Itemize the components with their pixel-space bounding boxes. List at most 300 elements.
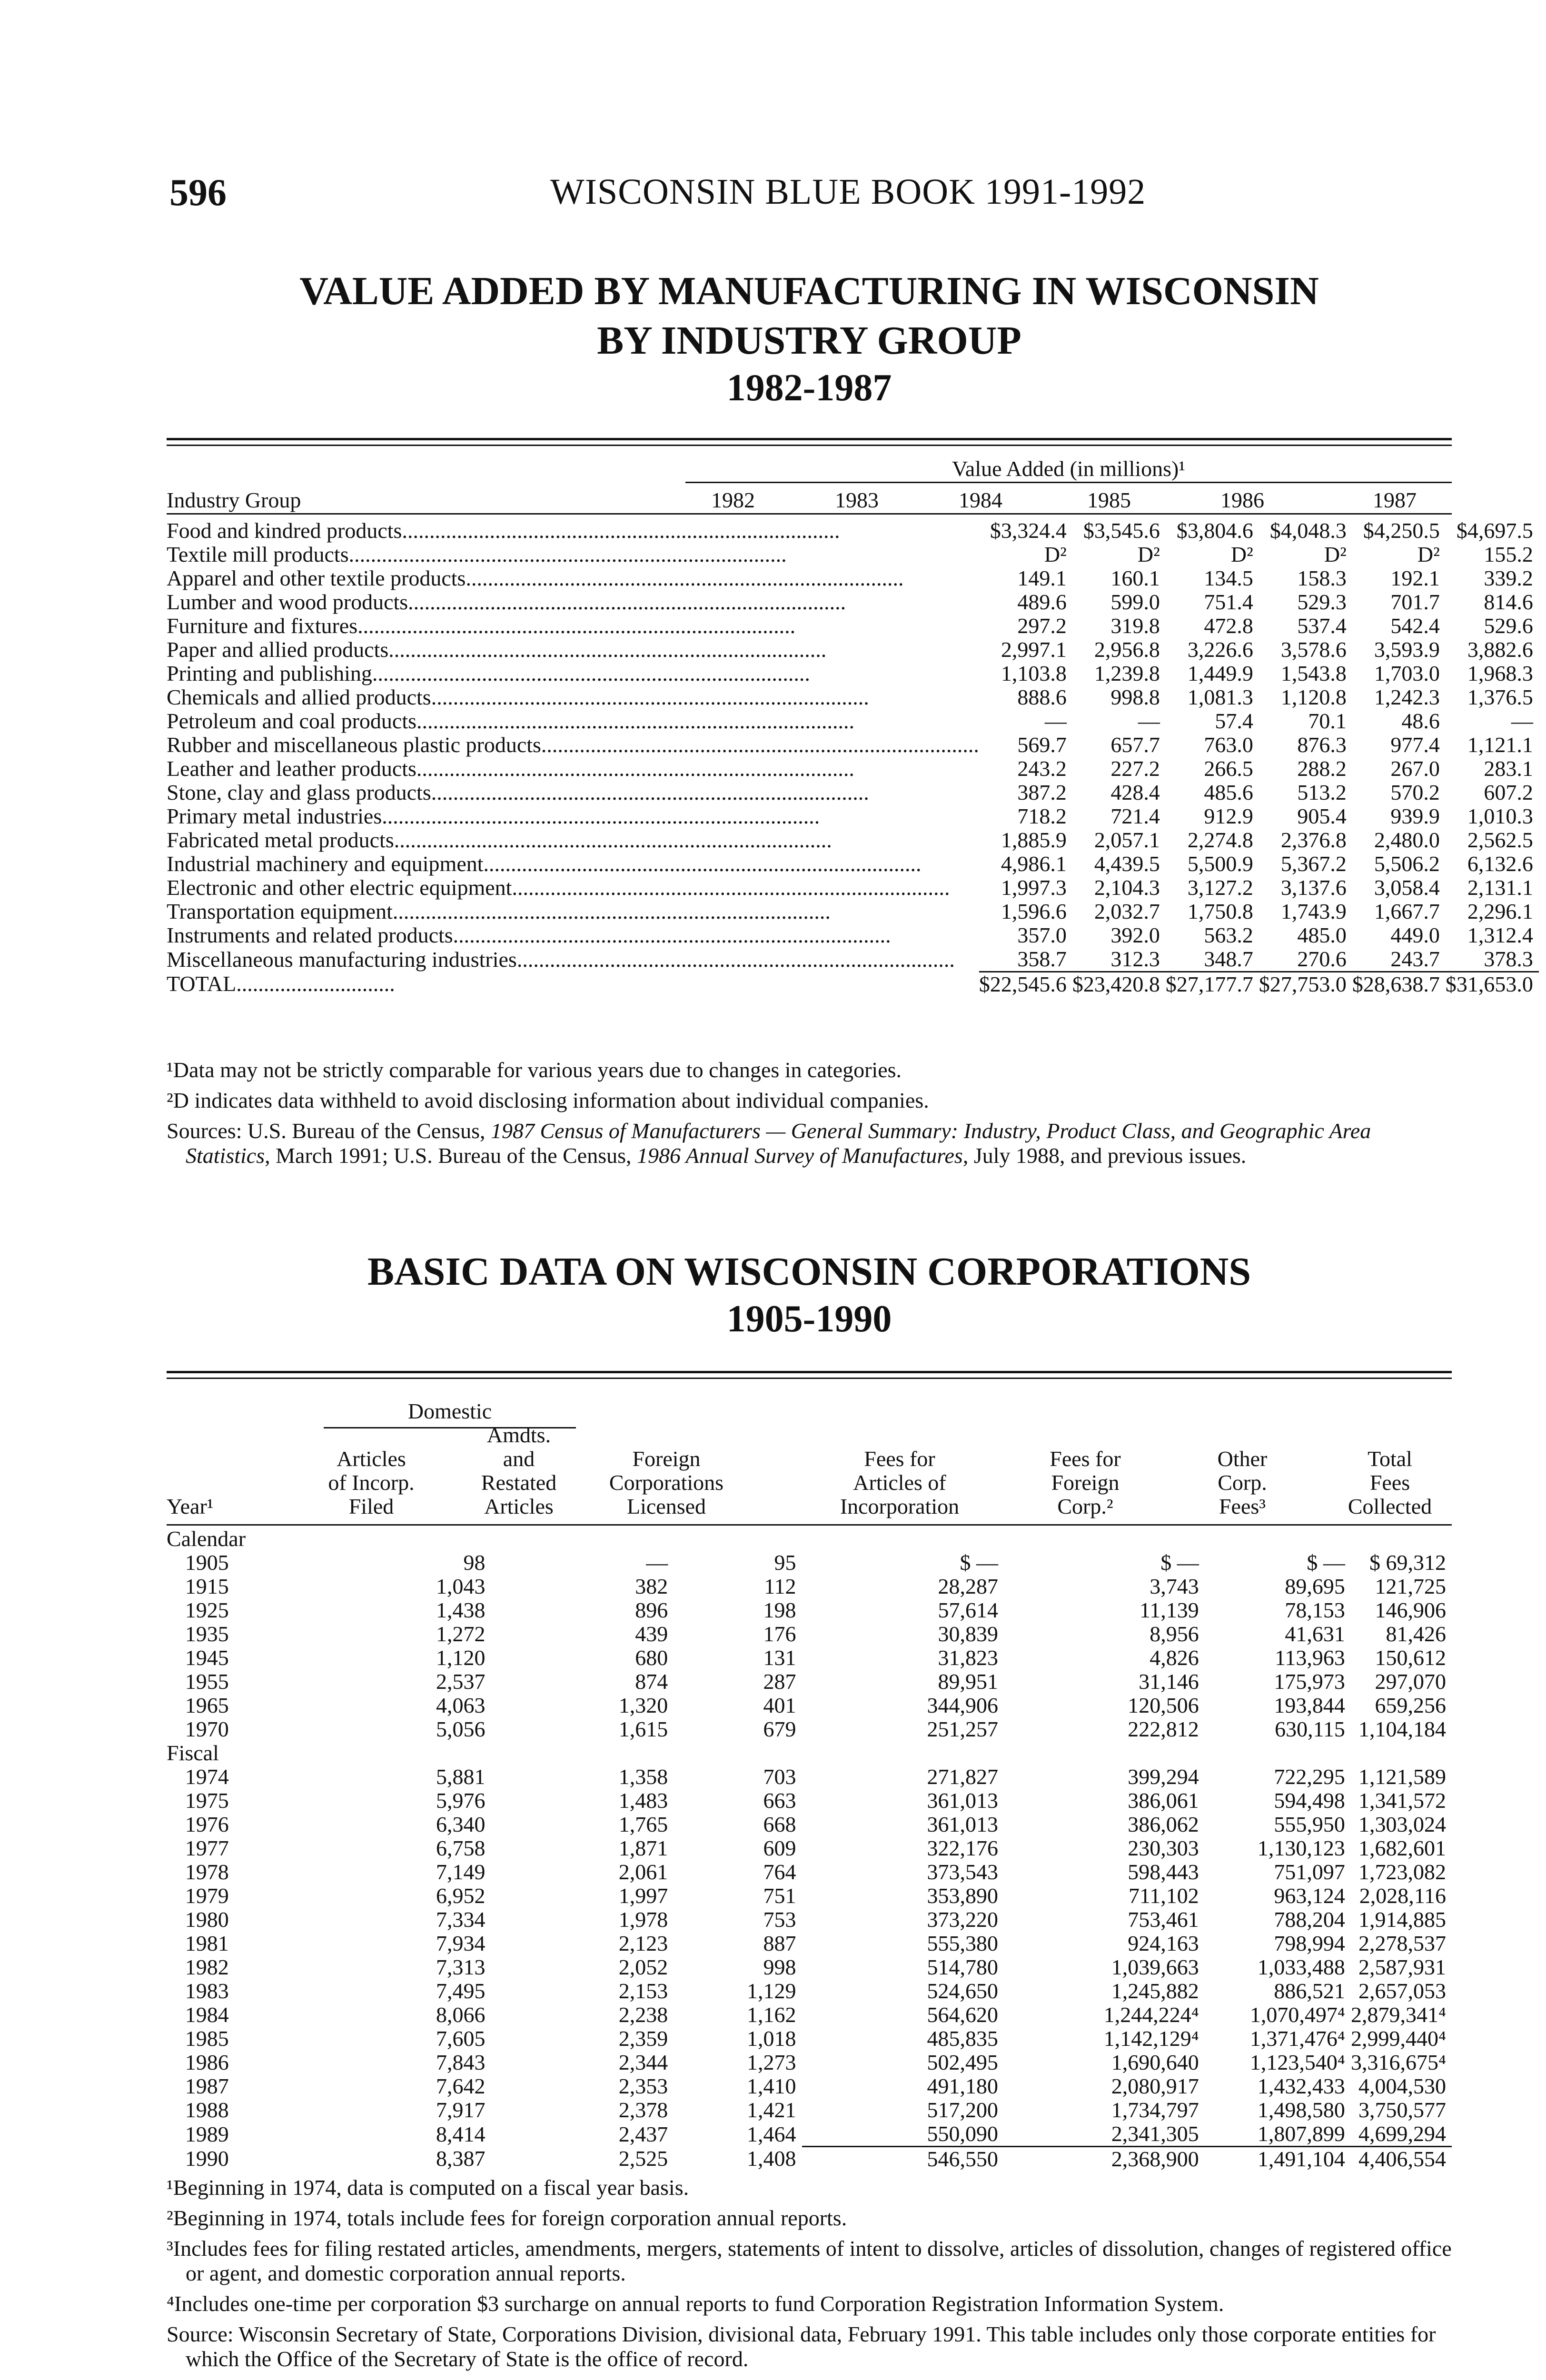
year-cell: 1978 [185, 1860, 229, 1884]
value-1985: 905.4 [1297, 804, 1347, 828]
corporation-year-row [167, 2122, 1452, 2147]
value-1986: 1,242.3 [1374, 685, 1440, 709]
value-1986: 5,506.2 [1374, 852, 1440, 876]
industry-group-header: Industry Group [167, 488, 301, 512]
corporations-footnote-3: ³Includes fees for filing restated articles, amendments, mergers, statements of intent to dissolve, articles of dissolution, changes of registered office or agent, and domestic corporation annual reports. [167, 2236, 1452, 2285]
corporation-year-row [167, 1836, 1452, 1860]
value-1983: 2,032.7 [1094, 899, 1160, 923]
other-fees-cell: 1,123,540⁴ [1249, 2050, 1345, 2074]
other-fees-cell: 113,963 [1275, 1646, 1345, 1670]
value-1984: 1,750.8 [1187, 899, 1253, 923]
value-1982: 149.1 [1017, 566, 1067, 590]
total-label: TOTAL............................. [167, 972, 395, 996]
value-1984: 485.6 [1204, 780, 1253, 804]
year-header-1984: 1984 [959, 488, 1002, 512]
fees-incorporation-cell: 491,180 [927, 2074, 999, 2098]
year-cell: 1915 [185, 1574, 229, 1598]
value-added-top-rule [167, 438, 1452, 440]
industry-name: Rubber and miscellaneous plastic products................................................................................ [167, 733, 979, 757]
foreign-licensed-cell: 1,273 [747, 2050, 796, 2074]
total-fees-cell: 4,406,554 [1351, 2147, 1452, 2172]
calendar-label-row-text: Calendar [167, 1527, 246, 1551]
fees-incorporation-cell: 564,620 [927, 2003, 999, 2027]
fees-foreign-cell: 1,244,224⁴ [1103, 2003, 1199, 2027]
industry-row [167, 757, 1539, 781]
foreign-licensed-cell: 679 [763, 1717, 796, 1741]
fees-incorporation-cell: 555,380 [927, 1931, 999, 1955]
value-1982: — [1044, 709, 1067, 733]
industry-row [167, 662, 1539, 685]
corporation-year-row [167, 2147, 1452, 2172]
foreign-licensed-cell: 401 [763, 1693, 796, 1717]
value-1986: 570.2 [1390, 780, 1440, 804]
articles-filed-cell: 6,952 [436, 1884, 486, 1908]
total-fees-header: Total Fees Collected [1348, 1447, 1432, 1518]
value-1983: 2,956.8 [1094, 637, 1160, 662]
foreign-licensed-cell: 1,129 [747, 1979, 796, 2003]
articles-filed-cell: 8,414 [436, 2122, 486, 2146]
value-1983: 227.2 [1110, 756, 1160, 781]
total-fees-cell: 81,426 [1386, 1622, 1446, 1646]
value-1987: 378.3 [1484, 947, 1533, 971]
value-1987: 1,121.1 [1467, 733, 1533, 757]
year-cell: 1955 [185, 1669, 229, 1694]
industry-name: Leather and leather products................................................................................ [167, 757, 854, 781]
value-1982: 2,997.1 [1001, 637, 1067, 662]
corporation-year-row [167, 2074, 1452, 2098]
articles-filed-cell: 1,120 [436, 1646, 486, 1670]
fees-foreign-cell: 386,062 [1128, 1812, 1199, 1836]
year-cell: 1935 [185, 1622, 229, 1646]
value-added-header-rule [167, 513, 1452, 515]
year-header: Year¹ [167, 1494, 214, 1518]
value-added-subtitle: 1982-1987 [726, 367, 892, 409]
other-fees-cell: 1,070,497⁴ [1249, 2003, 1345, 2027]
value-1983: 312.3 [1110, 947, 1160, 971]
value-1983: — [1138, 709, 1160, 733]
other-fees-cell: 89,695 [1285, 1574, 1345, 1598]
total-1982: $22,545.6 [979, 972, 1072, 997]
fees-foreign-cell: 1,690,640 [1111, 2050, 1199, 2074]
value-1987: 814.6 [1484, 590, 1533, 614]
fees-incorporation-cell: $ — [960, 1550, 999, 1575]
total-fees-cell: 3,750,577 [1358, 2098, 1446, 2122]
year-cell: 1983 [185, 1979, 229, 2003]
value-1986: 701.7 [1390, 590, 1440, 614]
industry-row [167, 638, 1539, 662]
corporations-footnote-2: ²Beginning in 1974, totals include fees for foreign corporation annual reports. [167, 2206, 847, 2230]
articles-filed-cell: 7,917 [436, 2098, 486, 2122]
year-cell: 1986 [185, 2050, 229, 2074]
fees-incorporation-cell: 373,543 [927, 1860, 999, 1884]
value-1987: 607.2 [1484, 780, 1533, 804]
foreign-licensed-cell: 609 [763, 1836, 796, 1860]
page-number: 596 [169, 172, 227, 214]
value-added-title-line2: BY INDUSTRY GROUP [597, 318, 1021, 363]
amendments-cell: 1,615 [618, 1717, 668, 1741]
amendments-cell: 439 [635, 1622, 668, 1646]
value-1984: 763.0 [1204, 733, 1253, 757]
articles-filed-cell: 5,881 [436, 1765, 486, 1789]
total-1987: $31,653.0 [1446, 972, 1539, 997]
amendments-cell: 2,238 [618, 2003, 668, 2027]
industry-row [167, 709, 1539, 733]
foreign-licensed-cell: 668 [763, 1812, 796, 1836]
value-1985: 529.3 [1297, 590, 1347, 614]
foreign-licensed-cell: 1,421 [747, 2098, 796, 2122]
industry-row [167, 614, 1539, 638]
amendments-cell: 1,358 [618, 1765, 668, 1789]
articles-filed-cell: 6,340 [436, 1812, 486, 1836]
amendments-cell: 1,765 [618, 1812, 668, 1836]
total-fees-cell: 146,906 [1375, 1598, 1446, 1622]
value-1985: 5,367.2 [1280, 852, 1347, 876]
value-1983: 998.8 [1110, 685, 1160, 709]
value-1986: 192.1 [1390, 566, 1440, 590]
value-1986: 542.4 [1390, 614, 1440, 638]
value-1984: 2,274.8 [1187, 828, 1253, 852]
articles-filed-cell: 7,334 [436, 1907, 486, 1932]
corporations-footnotes [167, 2175, 1452, 2377]
fees-foreign-cell: 230,303 [1128, 1836, 1199, 1860]
value-1982: 243.2 [1017, 756, 1067, 781]
fees-foreign-cell: 222,812 [1128, 1717, 1199, 1741]
total-1984: $27,177.7 [1166, 972, 1259, 997]
total-fees-cell: 4,004,530 [1358, 2074, 1446, 2098]
industry-row [167, 900, 1539, 923]
foreign-licensed-cell: 176 [763, 1622, 796, 1646]
value-1985: 876.3 [1297, 733, 1347, 757]
year-header-1985: 1985 [1087, 488, 1131, 512]
value-1983: $3,545.6 [1083, 518, 1160, 543]
year-cell: 1976 [185, 1812, 229, 1836]
corporation-year-row [167, 1884, 1452, 1908]
fees-incorporation-cell: 28,287 [938, 1574, 999, 1598]
value-1987: 1,376.5 [1467, 685, 1533, 709]
foreign-licensed-cell: 1,162 [747, 2003, 796, 2027]
value-1982: 1,997.3 [1001, 875, 1067, 900]
running-title: WISCONSIN BLUE BOOK 1991-1992 [550, 172, 1146, 212]
value-1986: D² [1417, 542, 1440, 566]
value-1984: 3,127.2 [1187, 875, 1253, 900]
amendments-cell: 874 [635, 1669, 668, 1694]
value-added-title [167, 267, 1452, 366]
articles-filed-cell: 5,976 [436, 1788, 486, 1813]
value-1987: 1,968.3 [1467, 661, 1533, 685]
value-1985: 3,578.6 [1280, 637, 1347, 662]
value-1982: 489.6 [1017, 590, 1067, 614]
corporation-year-row [167, 1932, 1452, 1955]
articles-filed-cell: 7,642 [436, 2074, 486, 2098]
fees-foreign-cell: 31,146 [1139, 1669, 1199, 1694]
foreign-licensed-cell: 1,410 [747, 2074, 796, 2098]
amendments-header: Amdts. and Restated Articles [481, 1423, 557, 1518]
value-1986: 267.0 [1390, 756, 1440, 781]
total-fees-cell: 121,725 [1375, 1574, 1446, 1598]
industry-name: Food and kindred products................................................................................ [167, 519, 840, 543]
corporation-year-row [167, 1598, 1452, 1622]
corporations-subtitle: 1905-1990 [726, 1298, 892, 1340]
other-fees-cell: 555,950 [1274, 1812, 1345, 1836]
fees-incorporation-cell: 502,495 [927, 2050, 999, 2074]
value-1987: 339.2 [1484, 566, 1533, 590]
total-1986: $28,638.7 [1352, 972, 1446, 997]
total-fees-cell: 2,879,341⁴ [1350, 2003, 1446, 2027]
total-fees-cell: 1,682,601 [1358, 1836, 1446, 1860]
value-1987: 6,132.6 [1467, 852, 1533, 876]
value-added-top-rule-2 [167, 445, 1452, 446]
value-1984: 912.9 [1204, 804, 1253, 828]
other-fees-cell: 751,097 [1274, 1860, 1345, 1884]
corporation-year-row [167, 1955, 1452, 1979]
foreign-licensed-cell: 887 [763, 1931, 796, 1955]
value-1983: 4,439.5 [1094, 852, 1160, 876]
fees-foreign-cell: 2,341,305 [1111, 2122, 1199, 2146]
articles-filed-cell: 7,605 [436, 2026, 486, 2051]
fees-incorporation-cell: 546,550 [802, 2147, 1004, 2172]
foreign-licensed-cell: 753 [763, 1907, 796, 1932]
value-1985: D² [1324, 542, 1347, 566]
amendments-cell: 2,153 [618, 1979, 668, 2003]
value-1983: 1,239.8 [1094, 661, 1160, 685]
articles-filed-cell: 6,758 [436, 1836, 486, 1860]
fees-incorporation-cell: 361,013 [927, 1788, 999, 1813]
value-1983: 428.4 [1110, 780, 1160, 804]
total-fees-cell: 1,303,024 [1358, 1812, 1446, 1836]
other-fees-cell: 193,844 [1274, 1693, 1345, 1717]
other-fees-cell: 175,973 [1274, 1669, 1345, 1694]
value-1984: 563.2 [1204, 923, 1253, 947]
other-fees-cell: 788,204 [1274, 1907, 1345, 1932]
amendments-cell: — [646, 1550, 668, 1575]
year-cell: 1970 [185, 1717, 229, 1741]
value-1984: 1,449.9 [1187, 661, 1253, 685]
value-1982: 297.2 [1017, 614, 1067, 638]
industry-name: Primary metal industries................................................................................ [167, 804, 820, 828]
total-fees-cell: 150,612 [1375, 1646, 1446, 1670]
value-1986: 1,667.7 [1374, 899, 1440, 923]
total-fees-cell: 659,256 [1375, 1693, 1446, 1717]
value-1984: D² [1230, 542, 1253, 566]
other-fees-cell: 1,130,123 [1257, 1836, 1345, 1860]
fees-foreign-cell: 1,245,882 [1111, 1979, 1199, 2003]
fees-incorporation-cell: 251,257 [927, 1717, 999, 1741]
other-fees-cell: 722,295 [1274, 1765, 1345, 1789]
industry-row [167, 519, 1539, 543]
value-added-group-rule [685, 482, 1452, 483]
corporations-source: Source: Wisconsin Secretary of State, Corporations Division, divisional data, February 1991. This table includes only those corporate entities for which the Office of the Secretary of State is the office of record. [167, 2322, 1436, 2371]
fees-incorporation-cell: 322,176 [927, 1836, 999, 1860]
value-1986: 3,058.4 [1374, 875, 1440, 900]
year-cell: 1989 [185, 2122, 229, 2146]
value-added-table [167, 519, 1539, 996]
value-1985: 1,120.8 [1280, 685, 1347, 709]
value-1983: 319.8 [1110, 614, 1160, 638]
industry-row [167, 543, 1539, 566]
total-fees-cell: 297,070 [1375, 1669, 1446, 1694]
industry-row [167, 781, 1539, 804]
value-1985: 537.4 [1297, 614, 1347, 638]
total-fees-cell: 2,657,053 [1358, 1979, 1446, 2003]
value-1985: 2,376.8 [1280, 828, 1347, 852]
value-1986: 977.4 [1390, 733, 1440, 757]
value-1986: 243.7 [1390, 947, 1440, 971]
value-1983: 2,057.1 [1094, 828, 1160, 852]
fees-incorporation-cell: 373,220 [927, 1907, 999, 1932]
year-cell: 1925 [185, 1598, 229, 1622]
corporation-year-row [167, 1694, 1452, 1717]
value-1986: 449.0 [1390, 923, 1440, 947]
fees-foreign-cell: 1,039,663 [1111, 1955, 1199, 1979]
amendments-cell: 2,052 [618, 1955, 668, 1979]
value-1986: 939.9 [1390, 804, 1440, 828]
corporation-year-row [167, 1717, 1452, 1741]
amendments-cell: 2,344 [618, 2050, 668, 2074]
other-fees-cell: 1,807,899 [1257, 2122, 1345, 2146]
value-1987: 2,131.1 [1467, 875, 1533, 900]
total-fees-cell: 1,121,589 [1358, 1765, 1446, 1789]
industry-name: Printing and publishing................................................................................ [167, 662, 810, 685]
value-1984: 1,081.3 [1187, 685, 1253, 709]
value-1983: 160.1 [1110, 566, 1160, 590]
total-fees-cell: 1,341,572 [1358, 1788, 1446, 1813]
value-1984: 348.7 [1204, 947, 1253, 971]
amendments-cell: 2,123 [618, 1931, 668, 1955]
value-1984: 472.8 [1204, 614, 1253, 638]
corporations-title: BASIC DATA ON WISCONSIN CORPORATIONS [367, 1250, 1251, 1294]
value-added-footnote-1: ¹Data may not be strictly comparable for various years due to changes in categories. [167, 1058, 902, 1082]
industry-row [167, 733, 1539, 757]
amendments-cell: 2,525 [618, 2146, 668, 2171]
fees-foreign-cell: 2,080,917 [1111, 2074, 1199, 2098]
corporation-year-row [167, 1575, 1452, 1598]
industry-name: Instruments and related products................................................................................ [167, 923, 891, 947]
value-1986: 2,480.0 [1374, 828, 1440, 852]
articles-filed-cell: 8,387 [436, 2146, 486, 2171]
value-1983: 657.7 [1110, 733, 1160, 757]
value-1983: 2,104.3 [1094, 875, 1160, 900]
foreign-licensed-cell: 198 [763, 1598, 796, 1622]
other-fees-cell: 798,994 [1274, 1931, 1345, 1955]
value-1983: 599.0 [1110, 590, 1160, 614]
foreign-licensed-cell: 95 [774, 1550, 796, 1575]
value-added-total-row [167, 972, 1539, 997]
amendments-cell: 1,871 [618, 1836, 668, 1860]
industry-row [167, 804, 1539, 828]
fees-incorporation-cell: 485,835 [927, 2026, 999, 2051]
articles-filed-cell: 5,056 [436, 1717, 486, 1741]
total-1985: $27,753.0 [1259, 972, 1352, 997]
total-fees-cell: 1,914,885 [1358, 1907, 1446, 1932]
value-1982: 358.7 [1017, 947, 1067, 971]
industry-name: Miscellaneous manufacturing industries................................................................................ [167, 947, 955, 972]
corporation-year-row [167, 1979, 1452, 2003]
fees-foreign-cell: 2,368,900 [1004, 2147, 1205, 2172]
foreign-licensed-cell: 663 [763, 1788, 796, 1813]
articles-filed-cell: 7,495 [436, 1979, 486, 2003]
year-cell: 1974 [185, 1765, 229, 1789]
other-fees-cell: 1,432,433 [1257, 2074, 1345, 2098]
value-1987: 1,312.4 [1467, 923, 1533, 947]
foreign-licensed-cell: 764 [763, 1860, 796, 1884]
articles-filed-cell: 98 [463, 1550, 486, 1575]
value-1987: 283.1 [1484, 756, 1533, 781]
year-cell: 1945 [185, 1646, 229, 1670]
fees-incorporation-cell: 550,090 [927, 2122, 999, 2146]
industry-row [167, 590, 1539, 614]
fees-foreign-cell: 924,163 [1128, 1931, 1199, 1955]
other-fees-cell: 1,498,580 [1257, 2098, 1345, 2122]
value-1985: 513.2 [1297, 780, 1347, 804]
year-cell: 1990 [185, 2146, 229, 2171]
industry-row [167, 852, 1539, 876]
amendments-cell: 1,483 [618, 1788, 668, 1813]
corporation-year-row [167, 1908, 1452, 1932]
other-fees-cell: 630,115 [1275, 1717, 1345, 1741]
total-fees-cell: 1,723,082 [1358, 1860, 1446, 1884]
fees-incorporation-cell: 57,614 [938, 1598, 999, 1622]
corporations-top-rule-2 [167, 1378, 1452, 1379]
value-1987: 2,562.5 [1467, 828, 1533, 852]
fees-foreign-cell: 386,061 [1128, 1788, 1199, 1813]
other-fees-cell: $ — [1307, 1550, 1345, 1575]
industry-name: Textile mill products................................................................................ [167, 543, 787, 566]
foreign-licensed-cell: 703 [763, 1765, 796, 1789]
year-header-1983: 1983 [835, 488, 879, 512]
value-1985: 288.2 [1297, 756, 1347, 781]
value-added-footnote-2: ²D indicates data withheld to avoid disclosing information about individual companies. [167, 1088, 929, 1112]
fees-foreign-header: Fees for Foreign Corp.² [1050, 1447, 1121, 1518]
corporation-year-row [167, 1789, 1452, 1813]
amendments-cell: 2,353 [618, 2074, 668, 2098]
industry-name: Lumber and wood products................................................................................ [167, 590, 846, 614]
amendments-cell: 1,320 [618, 1693, 668, 1717]
year-cell: 1985 [185, 2026, 229, 2051]
industry-row [167, 685, 1539, 709]
year-cell: 1905 [185, 1550, 229, 1575]
corporations-top-rule [167, 1371, 1452, 1373]
fees-foreign-cell: 8,956 [1150, 1622, 1199, 1646]
amendments-cell: 2,378 [618, 2098, 668, 2122]
corporation-year-row [167, 2027, 1452, 2051]
total-fees-cell: 4,699,294 [1358, 2122, 1446, 2146]
other-fees-cell: 1,033,488 [1257, 1955, 1345, 1979]
value-1982: 569.7 [1017, 733, 1067, 757]
fees-incorporation-cell: 271,827 [927, 1765, 999, 1789]
fees-incorporation-cell: 353,890 [927, 1884, 999, 1908]
year-header-1982: 1982 [711, 488, 755, 512]
corporations-footnote-4: ⁴Includes one-time per corporation $3 surcharge on annual reports to fund Corporation Registration Information System. [167, 2291, 1224, 2316]
total-fees-cell: 2,028,116 [1359, 1884, 1446, 1908]
value-1982: 1,103.8 [1001, 661, 1067, 685]
value-1987: 529.6 [1484, 614, 1533, 638]
year-header-1986: 1986 [1220, 488, 1264, 512]
articles-header: Articles of Incorp. Filed [328, 1447, 415, 1518]
fees-foreign-cell: 11,139 [1139, 1598, 1199, 1622]
amendments-cell: 896 [635, 1598, 668, 1622]
value-1982: 718.2 [1017, 804, 1067, 828]
other-fees-cell: 963,124 [1274, 1884, 1345, 1908]
fees-foreign-cell: 1,142,129⁴ [1103, 2026, 1199, 2051]
industry-name: Apparel and other textile products................................................................................ [167, 566, 904, 590]
industry-row [167, 566, 1539, 590]
year-cell: 1965 [185, 1693, 229, 1717]
articles-filed-cell: 7,313 [436, 1955, 486, 1979]
value-1984: 3,226.6 [1187, 637, 1253, 662]
amendments-cell: 680 [635, 1646, 668, 1670]
value-1987: 2,296.1 [1467, 899, 1533, 923]
articles-filed-cell: 4,063 [436, 1693, 486, 1717]
